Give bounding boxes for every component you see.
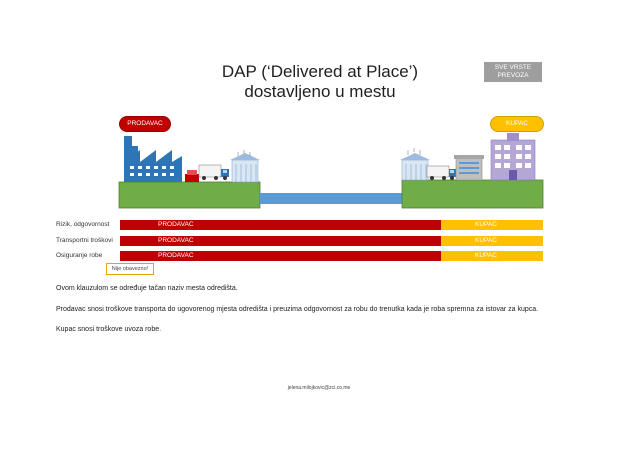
seller-label: PRODAVAC (119, 116, 171, 132)
warehouse-icon (400, 148, 430, 180)
factory-icon (124, 136, 182, 182)
title-line-1: DAP (‘Delivered at Place’) (221, 62, 419, 81)
badge-line-1: SVE VRSTE (494, 64, 532, 71)
seller-land (119, 182, 260, 208)
transport-seller-bar: PRODAVAC (120, 236, 441, 246)
transport-buyer-bar: KUPAC (441, 236, 543, 246)
paragraph-3: Kupac snosi troškove uvoza robe. (56, 326, 162, 333)
title-line-2: dostavljeno u mestu (244, 82, 396, 101)
insurance-buyer-bar: KUPAC (441, 251, 543, 261)
truck-icon (199, 165, 229, 180)
insurance-seller-bar: PRODAVAC (120, 251, 441, 261)
badge-line-2: PREVOZA (497, 72, 529, 79)
warehouse-icon (230, 150, 260, 182)
water-channel (260, 193, 402, 204)
buyer-label: KUPAC (490, 116, 544, 132)
risk-seller-bar: PRODAVAC (120, 220, 441, 230)
truck-icon (427, 166, 456, 180)
office-building-icon (491, 133, 535, 180)
container-icon (185, 170, 199, 182)
risk-buyer-bar: KUPAC (441, 220, 543, 230)
row-label-insurance: Osiguranje robe (56, 252, 103, 259)
insurance-note: Nije obavezno! (106, 263, 154, 275)
author-email: jelena.milojkovic@zci.co.me (287, 385, 351, 391)
row-label-risk: Rizik, odgovornost (56, 221, 110, 228)
office-building-icon (454, 155, 484, 180)
paragraph-1: Ovom klauzulom se određuje tačan naziv mesta odredišta. (56, 285, 238, 292)
paragraph-2: Prodavac snosi troškove transporta do ugovorenog mjesta odredišta i preuzima odgovornost za robu do trenutka kada je roba spremna za istovar za kupca. (56, 306, 539, 313)
buyer-land (402, 180, 543, 208)
row-label-transport: Transportni troškovi (56, 237, 113, 244)
